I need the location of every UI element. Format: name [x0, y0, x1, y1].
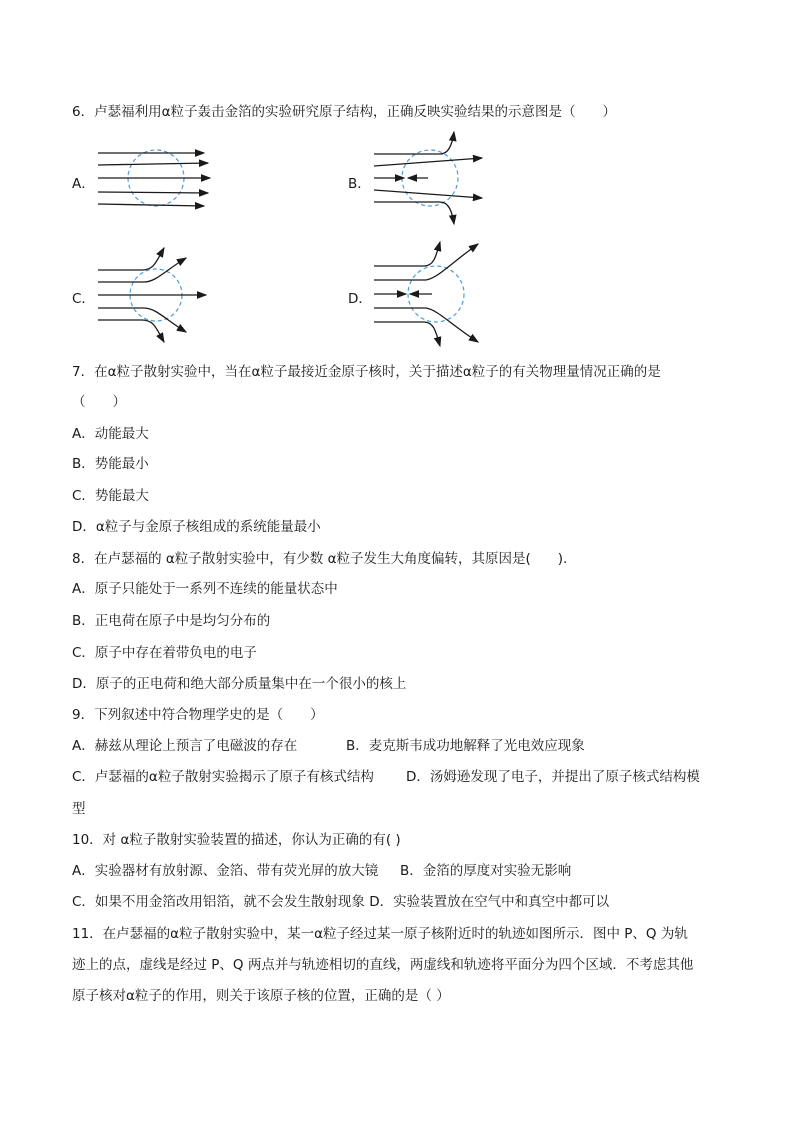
- q6-option-c-label: C．: [72, 291, 95, 307]
- q7-option-a: A．动能最大: [72, 426, 149, 442]
- q7-stem: 7．在α粒子散射实验中，当在α粒子最接近金原子核时，关于描述α粒子的有关物理量情况正确的是: [72, 364, 661, 380]
- q8-option-a: A．原子只能处于一系列不连续的能量状态中: [72, 581, 338, 597]
- q7-option-c: C．势能最大: [72, 488, 149, 504]
- q11-line-2: 迹上的点，虚线是经过 P、Q 两点并与轨迹相切的直线，两虚线和轨迹将平面分为四个区域．不考虑其他: [72, 957, 694, 973]
- q10-option-b: B．金箔的厚度对实验无影响: [400, 863, 572, 879]
- q11-line-1: 11．在卢瑟福的α粒子散射实验中，某一α粒子经过某一原子核附近时的轨迹如图所示．图中 P、Q 为轨: [72, 926, 688, 942]
- q7-stem-cont: （ ）: [72, 394, 126, 410]
- q8-option-d: D．原子的正电荷和绝大部分质量集中在一个很小的核上: [72, 676, 407, 692]
- q9-option-d-cont: 型: [72, 801, 86, 817]
- q9-option-d: D．汤姆逊发现了电子，并提出了原子核式结构模: [406, 769, 700, 785]
- q6-option-b-label: B．: [348, 176, 371, 192]
- q6-stem: 6．卢瑟福利用α粒子轰击金箔的实验研究原子结构，正确反映实验结果的示意图是（ ）: [72, 104, 616, 120]
- q9-stem: 9．下列叙述中符合物理学史的是（ ）: [72, 707, 324, 723]
- q9-option-a: A．赫兹从理论上预言了电磁波的存在: [72, 738, 298, 754]
- q10-option-a: A．实验器材有放射源、金箔、带有荧光屏的放大镜: [72, 863, 379, 879]
- q7-option-d: D．α粒子与金原子核组成的系统能量最小: [72, 519, 321, 535]
- q9-option-c: C．卢瑟福的α粒子散射实验揭示了原子有核式结构: [72, 769, 374, 785]
- q6-option-d-label: D．: [348, 291, 372, 307]
- diagram-b: [370, 128, 490, 228]
- q9-option-b: B．麦克斯韦成功地解释了光电效应现象: [346, 738, 585, 754]
- q11-line-3: 原子核对α粒子的作用，则关于该原子核的位置，正确的是（ ）: [72, 988, 450, 1004]
- q10-stem: 10．对 α粒子散射实验装置的描述，你认为正确的有( ): [72, 832, 401, 848]
- q8-option-b: B．正电荷在原子中是均匀分布的: [72, 613, 271, 629]
- diagram-c: [94, 240, 214, 345]
- q8-option-c: C．原子中存在着带负电的电子: [72, 645, 257, 661]
- diagram-a: [94, 140, 224, 215]
- q10-options-cd: C．如果不用金箔改用铝箔，就不会发生散射现象 D．实验装置放在空气中和真空中都可以: [72, 894, 610, 910]
- q6-option-a-label: A．: [72, 176, 95, 192]
- q8-stem: 8．在卢瑟福的 α粒子散射实验中，有少数 α粒子发生大角度偏转，其原因是( ).: [72, 551, 568, 567]
- q7-option-b: B．势能最小: [72, 456, 149, 472]
- diagram-d: [370, 238, 490, 350]
